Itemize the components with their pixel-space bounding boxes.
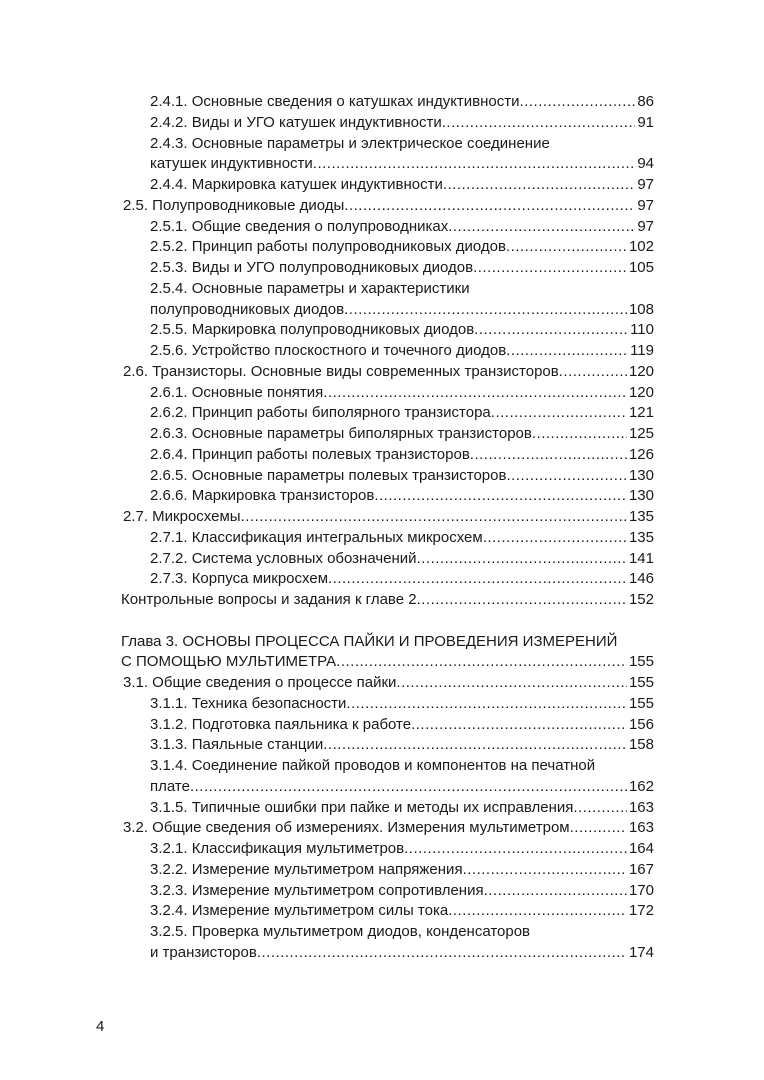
toc-entry-title: 2.6.4. Принцип работы полевых транзисторов [150, 445, 470, 463]
toc-entry[interactable] [121, 403, 654, 424]
dot-leader [344, 300, 627, 321]
toc-entry-page: 135 [628, 508, 654, 525]
toc-entry-title: 2.4.2. Виды и УГО катушек индуктивности [150, 113, 442, 131]
dot-leader [323, 735, 627, 756]
toc-entry-title: 2.5.6. Устройство плоскостного и точечного диодов [150, 342, 507, 359]
toc-entry-page: 86 [637, 93, 654, 110]
toc-entry-title: 3.2. Общие сведения об измерениях. Измерения мультиметром [123, 819, 570, 837]
toc-entry[interactable] [121, 134, 654, 176]
toc-entry-page: 110 [630, 321, 654, 339]
toc-entry-title-first-line: 3.1.4. Соединение пайкой проводов и компонентов на печатной [150, 757, 596, 774]
toc-entry-page: 155 [628, 694, 654, 712]
dot-leader [570, 818, 627, 839]
toc-entry[interactable] [121, 320, 654, 341]
toc-entry-title: 3.2.3. Измерение мультиметром сопротивления [150, 881, 484, 899]
dot-leader [417, 590, 627, 611]
dot-leader [506, 466, 627, 487]
toc-entry-title: 3.1. Общие сведения о процессе пайки [123, 674, 397, 691]
toc-entry-title: 2.7.3. Корпуса микросхем [150, 570, 329, 588]
toc-entry-title: 3.1.1. Техника безопасности [150, 694, 347, 712]
toc-entry-title: 2.6.5. Основные параметры полевых транзисторов [150, 466, 507, 484]
toc-entry[interactable] [121, 839, 654, 860]
toc-entry[interactable] [121, 424, 654, 445]
dot-leader [346, 694, 627, 715]
toc-entry-title: 2.6.1. Основные понятия [150, 383, 324, 401]
toc-entry-page: 156 [628, 715, 654, 733]
toc-entry-page: 162 [628, 777, 654, 795]
toc-entry-page: 152 [628, 591, 654, 608]
dot-leader [463, 860, 627, 881]
toc-entry[interactable] [121, 528, 654, 549]
toc-entry[interactable] [121, 175, 654, 196]
toc-entry-title: 2.6. Транзисторы. Основные виды современных транзисторов [123, 362, 559, 380]
toc-entry-page: 163 [628, 819, 654, 837]
toc-entry-page: 130 [628, 466, 654, 484]
toc-entry-title: 2.7. Микросхемы [123, 508, 241, 525]
toc-entry[interactable] [121, 445, 654, 466]
toc-entry-title: 2.7.2. Система условных обозначений [150, 549, 417, 567]
dot-leader [559, 362, 627, 383]
toc-entry[interactable] [121, 341, 654, 362]
toc-entry[interactable] [121, 756, 654, 798]
toc-entry-title-first-line: 3.2.5. Проверка мультиметром диодов, конденсаторов [150, 923, 531, 940]
dot-leader [313, 154, 636, 175]
dot-leader [448, 901, 627, 922]
toc-entry-page: 126 [628, 445, 654, 463]
dot-leader [443, 175, 635, 196]
toc-entry-page: 146 [628, 570, 654, 588]
toc-entry[interactable] [121, 860, 654, 881]
toc-entry-page: 91 [637, 113, 654, 131]
toc-entry-page: 119 [630, 342, 654, 359]
toc-entry[interactable] [121, 673, 654, 694]
toc-entry[interactable] [121, 694, 654, 715]
dot-leader [442, 113, 636, 134]
toc-entry-page: 155 [628, 674, 654, 691]
dot-leader [532, 424, 627, 445]
toc-entry-title: 2.4.1. Основные сведения о катушках индуктивности [150, 93, 520, 110]
toc-entry-title: 3.2.2. Измерение мультиметром напряжения [150, 860, 463, 878]
toc-entry[interactable] [121, 798, 654, 819]
toc-entry[interactable] [121, 196, 654, 217]
dot-leader [323, 383, 627, 404]
toc-entry[interactable] [121, 92, 654, 113]
toc-entry-page: 125 [628, 425, 654, 442]
toc-entry-page: 135 [628, 528, 654, 546]
dot-leader [470, 445, 627, 466]
toc-entry-page: 97 [637, 196, 654, 214]
dot-leader [396, 673, 627, 694]
toc-entry[interactable] [121, 362, 654, 383]
dot-leader [520, 92, 636, 113]
toc-entry[interactable] [121, 549, 654, 570]
toc-entry[interactable] [121, 590, 654, 611]
toc-entry[interactable] [121, 715, 654, 736]
toc-entry-title: 2.6.2. Принцип работы биполярного транзистора [150, 404, 491, 422]
toc-entry-page: 158 [628, 736, 654, 754]
toc-entry-page: 141 [628, 549, 654, 567]
dot-leader [190, 777, 627, 798]
page-number: 4 [96, 1018, 105, 1035]
toc-entry[interactable] [121, 466, 654, 487]
dot-leader [491, 403, 627, 424]
toc-entry[interactable] [121, 507, 654, 528]
dot-leader [448, 217, 635, 238]
toc-entry-title: катушек индуктивности [150, 155, 313, 173]
toc-entry[interactable] [121, 113, 654, 134]
toc-entry-title: 3.1.5. Типичные ошибки при пайке и методы их исправления [150, 798, 574, 816]
toc-entry[interactable] [121, 383, 654, 404]
table-of-contents [121, 92, 654, 964]
toc-entry-page: 121 [628, 404, 654, 422]
toc-entry-page: 163 [628, 798, 654, 816]
toc-entry[interactable] [121, 258, 654, 279]
dot-leader [411, 715, 627, 736]
toc-entry-title: Контрольные вопросы и задания к главе 2 [121, 591, 417, 608]
toc-entry-title-first-line: 2.4.3. Основные параметры и электрическое соединение [150, 134, 550, 152]
toc-entry[interactable] [121, 818, 654, 839]
dot-leader [573, 798, 627, 819]
dot-leader [506, 341, 628, 362]
toc-entry[interactable] [121, 901, 654, 922]
toc-entry[interactable] [121, 922, 654, 964]
toc-entry-title: 2.6.3. Основные параметры биполярных транзисторов [150, 425, 532, 442]
toc-entry-title: 3.2.1. Классификация мультиметров [150, 840, 405, 857]
toc-entry-page: 155 [628, 653, 654, 671]
toc-entry-page: 105 [628, 259, 654, 276]
toc-entry[interactable] [121, 279, 654, 321]
toc-entry-title: 2.5.5. Маркировка полупроводниковых диодов [150, 321, 475, 339]
section-gap [121, 611, 654, 632]
toc-entry-title: 2.5.3. Виды и УГО полупроводниковых диодов [150, 259, 474, 276]
toc-entry-page: 97 [637, 217, 654, 235]
toc-entry-page: 97 [637, 176, 654, 193]
toc-entry-title: С ПОМОЩЬЮ МУЛЬТИМЕТРА [121, 653, 337, 671]
toc-entry[interactable] [121, 735, 654, 756]
toc-entry-title: и транзисторов [150, 943, 257, 961]
toc-entry-title: плате [150, 777, 190, 795]
dot-leader [506, 237, 627, 258]
toc-entry[interactable] [121, 237, 654, 258]
toc-entry[interactable] [121, 486, 654, 507]
toc-entry-title: 2.7.1. Классификация интегральных микросхем [150, 528, 483, 546]
toc-entry-title: полупроводниковых диодов [150, 300, 345, 318]
toc-entry[interactable] [121, 217, 654, 238]
dot-leader [404, 839, 627, 860]
toc-entry-page: 120 [628, 383, 654, 401]
dot-leader [483, 528, 627, 549]
dot-leader [241, 507, 627, 528]
toc-entry-page: 164 [628, 840, 654, 857]
dot-leader [374, 486, 627, 507]
toc-entry-title: 3.1.2. Подготовка паяльника к работе [150, 715, 412, 733]
toc-entry-page: 174 [628, 943, 654, 961]
dot-leader [417, 549, 627, 570]
toc-entry-page: 170 [628, 881, 654, 899]
dot-leader [344, 196, 635, 217]
toc-entry-title: 2.5. Полупроводниковые диоды [123, 196, 345, 214]
toc-entry-page: 120 [628, 362, 654, 380]
toc-entry-title: 2.4.4. Маркировка катушек индуктивности [150, 176, 443, 193]
toc-entry-title: 2.6.6. Маркировка транзисторов [150, 487, 375, 505]
toc-entry-page: 167 [628, 860, 654, 878]
toc-entry-title: 2.5.1. Общие сведения о полупроводниках [150, 217, 449, 235]
toc-entry-page: 94 [637, 155, 654, 173]
dot-leader [473, 258, 627, 279]
dot-leader [328, 569, 627, 590]
toc-entry[interactable] [121, 569, 654, 590]
dot-leader [336, 652, 627, 673]
toc-entry[interactable] [121, 632, 654, 674]
toc-entry-title: 3.1.3. Паяльные станции [150, 736, 324, 754]
toc-entry-page: 172 [628, 902, 654, 920]
toc-entry-page: 130 [628, 487, 654, 505]
toc-entry-page: 102 [628, 238, 654, 256]
toc-entry-page: 108 [628, 300, 654, 318]
dot-leader [474, 320, 628, 341]
toc-entry-title-first-line: 2.5.4. Основные параметры и характеристики [150, 279, 470, 297]
toc-entry-title-first-line: Глава 3. ОСНОВЫ ПРОЦЕССА ПАЙКИ И ПРОВЕДЕНИЯ ИЗМЕРЕНИЙ [121, 632, 618, 650]
toc-entry-title: 3.2.4. Измерение мультиметром силы тока [150, 902, 449, 920]
toc-entry[interactable] [121, 881, 654, 902]
dot-leader [484, 881, 627, 902]
dot-leader [257, 943, 627, 964]
toc-entry-title: 2.5.2. Принцип работы полупроводниковых диодов [150, 238, 506, 256]
